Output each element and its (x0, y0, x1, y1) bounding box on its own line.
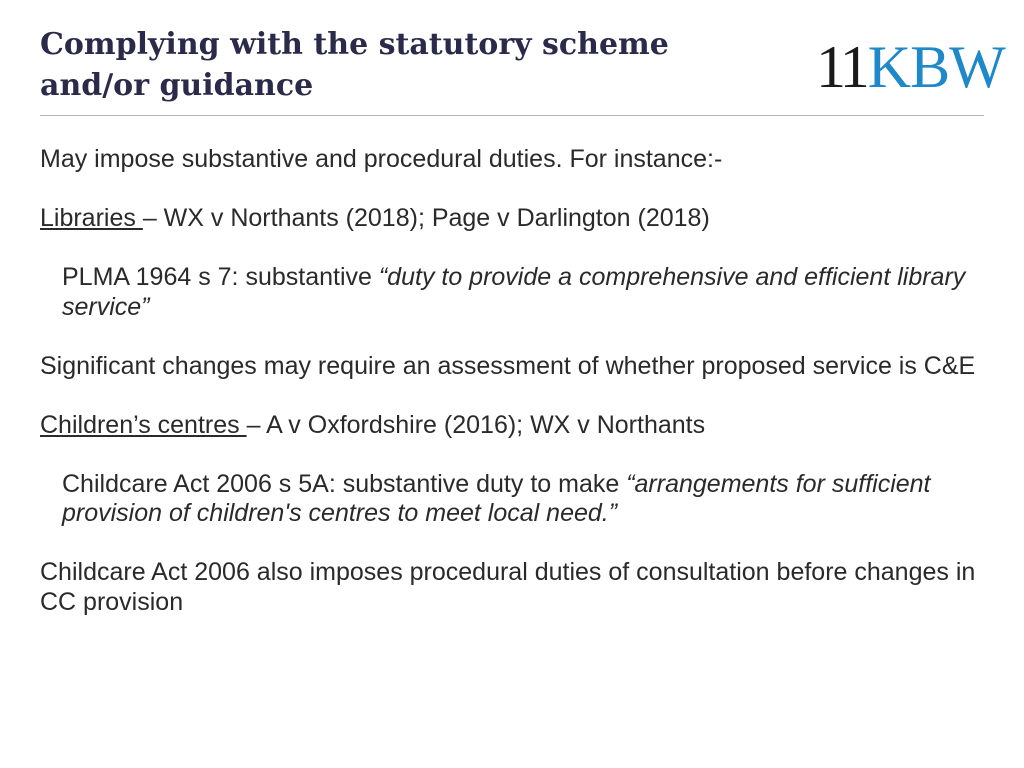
intro-paragraph: May impose substantive and procedural duties. For instance:- (40, 145, 723, 173)
childrens-centres-statute-text: Childcare Act 2006 s 5A: substantive duty to make (62, 469, 627, 498)
libraries-statute-quote: “duty to provide a comprehensive and efficient library service” (62, 263, 966, 321)
slide-title: Complying with the statutory scheme and/or guidance (40, 27, 669, 103)
logo-number: 11 (816, 34, 866, 100)
libraries-note: Significant changes may require an assessment of whether proposed service is C&E (40, 351, 976, 380)
childrens-centres-line (40, 411, 984, 441)
childrens-centres-statute-quote: “arrangements for sufficient provision of children's centres to meet local need.” (62, 469, 931, 527)
childrens-centres-note: Childcare Act 2006 also imposes procedural duties of consultation before changes in CC provision (40, 558, 976, 616)
childrens-centres-heading: Children’s centres (40, 410, 247, 439)
title-divider (40, 115, 984, 116)
libraries-line (40, 204, 984, 234)
libraries-heading: Libraries (40, 204, 143, 232)
slide-body (40, 145, 984, 617)
libraries-cases: – WX v Northants (2018); Page v Darlington (2018) (142, 204, 710, 232)
libraries-statute-text: PLMA 1964 s 7: substantive (62, 263, 379, 291)
firm-logo (816, 36, 1005, 98)
libraries-statute (40, 263, 984, 322)
childrens-centres-statute (40, 470, 984, 529)
childrens-centres-cases: – A v Oxfordshire (2016); WX v Northants (246, 410, 706, 439)
logo-letters: KBW (867, 34, 1005, 100)
